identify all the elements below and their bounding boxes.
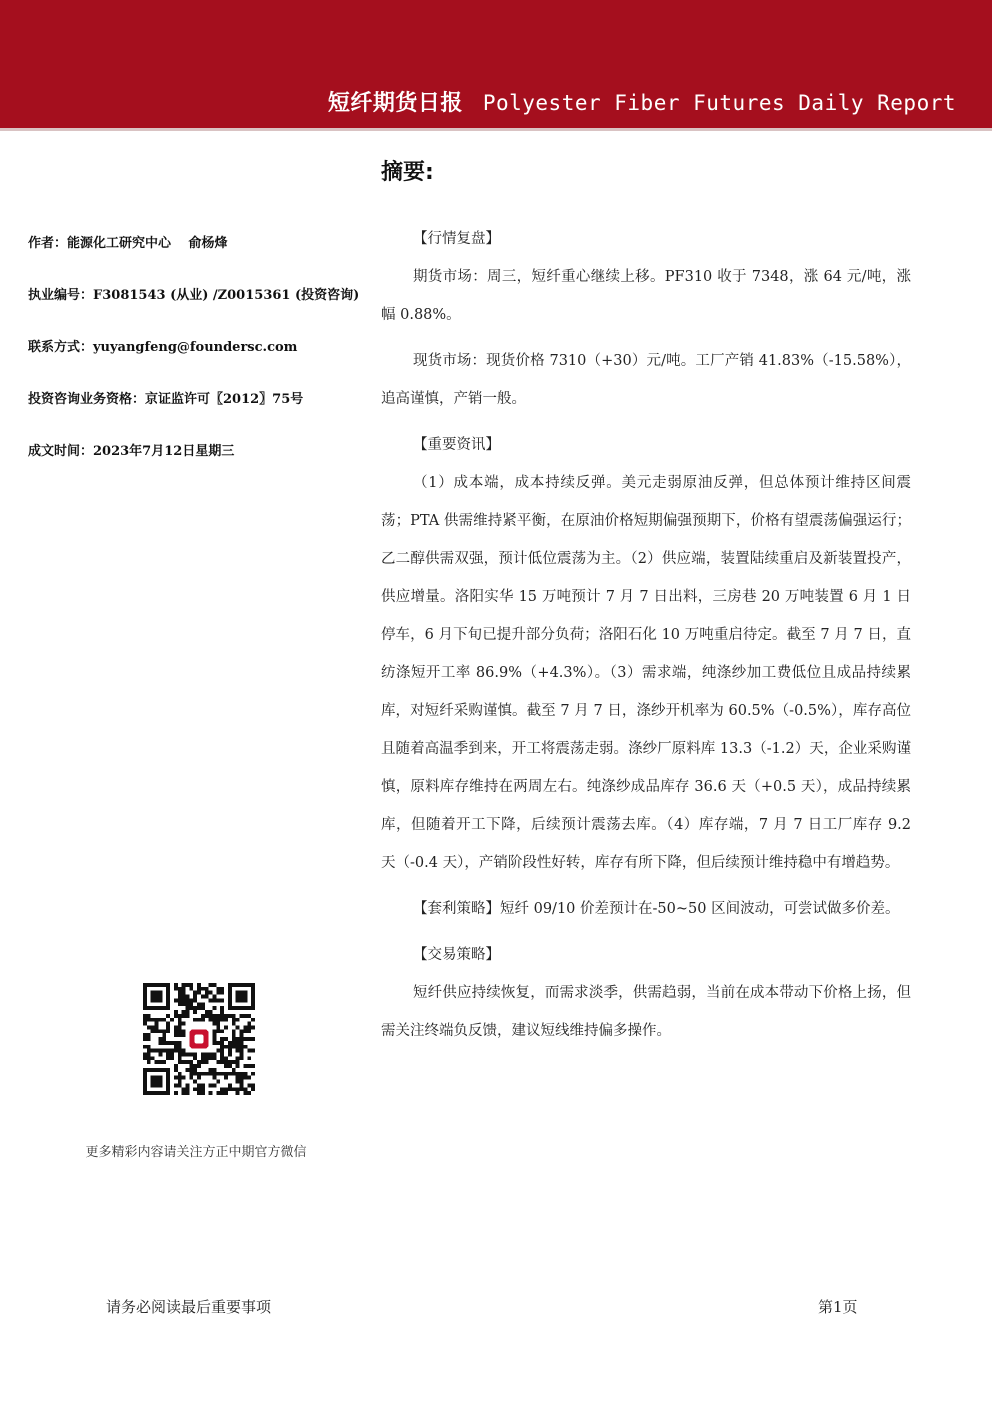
section-title-trade: 【交易策略】 [413, 947, 500, 963]
wechat-qr-code [143, 983, 255, 1095]
contact-email[interactable]: 联系方式：yuyangfeng@foundersc.com [28, 340, 298, 355]
news-paragraph: （1）成本端，成本持续反弹。美元走弱原油反弹，但总体预计维持区间震荡；PTA 供需维持紧平衡，在原油价格短期偏强预期下，价格有望震荡偏强运行；乙二醇供需双强，预计低位震荡为主。（2）供应端，装置陆续重启及新装置投产，供应增量。洛阳实华 15 万吨预计 7 月 7 日出料，三房巷 20 万吨装置 6 月 1 日停车，6 月下旬已提升部分负荷；洛阳石化 10 万吨重启待定。截至 7 月 7 日，直纺涤短开工率 86.9%（+4.3%）。（3）需求端，纯涤纱加工费低位且成品持续累库，对短纤采购谨慎。截至 7 月 7 日，涤纱开机率为 60.5%（-0.5%），库存高位且随着高温季到来，开工将震荡走弱。涤纱厂原料库 13.3（-1.2）天，企业采购谨慎，原料库存维持在两周左右。纯涤纱成品库存 36.6 天（+0.5 天），成品持续累库，但随着开工下降，后续预计震荡去库。（4）库存端，7 月 7 日工厂库存 9.2 天（-0.4 天），产销阶段性好转，库存有所下降，但后续预计维持稳中有增趋势。 [381, 475, 911, 871]
report-title-en: Polyester Fiber Futures Daily Report [482, 91, 956, 115]
publish-date: 成文时间：2023年7月12日星期三 [28, 444, 235, 459]
report-title [328, 86, 956, 117]
section-title-news: 【重要资讯】 [413, 437, 500, 453]
trade-strategy-paragraph: 短纤供应持续恢复，而需求淡季，供需趋弱，当前在成本带动下价格上扬，但需关注终端负反馈，建议短线维持偏多操作。 [381, 985, 911, 1039]
header-banner [0, 0, 992, 128]
futures-market-paragraph: 期货市场：周三，短纤重心继续上移。PF310 收于 7348，涨 64 元/吨，涨幅 0.88%。 [381, 269, 911, 323]
summary-heading: 摘要: [381, 160, 434, 185]
page-number: 第1页 [818, 1298, 858, 1316]
advisory-qualification: 投资咨询业务资格：京证监许可〖2012〗75号 [28, 392, 304, 407]
author-line: 作者：能源化工研究中心 俞杨烽 [28, 236, 228, 251]
summary-content [381, 220, 911, 1058]
license-number: 执业编号：F3081543 (从业) /Z0015361 (投资咨询) [28, 288, 360, 303]
section-title-market-review: 【行情复盘】 [413, 231, 500, 247]
qr-caption: 更多精彩内容请关注方正中期官方微信 [85, 1145, 307, 1160]
header-divider [0, 128, 992, 131]
arbitrage-paragraph: 【套利策略】短纤 09/10 价差预计在-50~50 区间波动，可尝试做多价差。 [413, 901, 900, 917]
report-title-cn: 短纤期货日报 [327, 91, 463, 116]
footer-notice: 请务必阅读最后重要事项 [106, 1298, 272, 1316]
author-meta [28, 232, 368, 492]
spot-market-paragraph: 现货市场：现货价格 7310（+30）元/吨。工厂产销 41.83%（-15.58%），追高谨慎，产销一般。 [381, 353, 911, 407]
